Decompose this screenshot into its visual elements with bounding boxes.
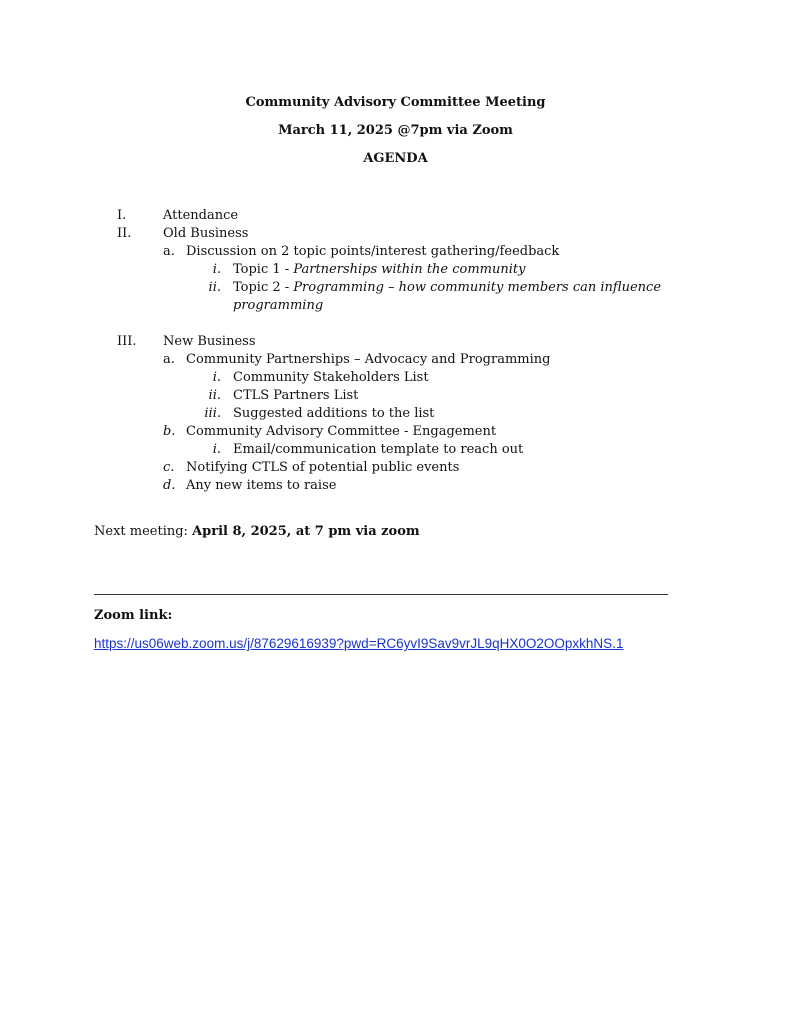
item-3a-iii-number: iii. bbox=[204, 406, 221, 421]
item-2a-letter: a. bbox=[163, 244, 175, 259]
item-3d-letter: d. bbox=[163, 478, 176, 493]
meeting-title: Community Advisory Committee Meeting bbox=[245, 95, 546, 110]
item-2a-ii-number: ii. bbox=[208, 280, 221, 295]
item-3-number: III. bbox=[117, 334, 137, 349]
zoom-link-url[interactable]: https://us06web.zoom.us/j/87629616939?pwd=RC6yvI9Sav9vrJL9qHX0O2OOpxkhNS bbox=[94, 636, 613, 651]
item-3d-label: Any new items to raise bbox=[186, 478, 337, 493]
item-2a-i-number: i. bbox=[212, 262, 221, 277]
zoom-link-suffix: .1 bbox=[612, 636, 624, 651]
meeting-date: March 11, 2025 @7pm via Zoom bbox=[278, 123, 513, 138]
item-3a-ii-number: ii. bbox=[208, 388, 221, 403]
item-2a-i-text: Topic 1 - Partnerships within the community bbox=[233, 262, 526, 277]
item-2-number: II. bbox=[117, 226, 132, 241]
item-2a-ii-text-continued: programming bbox=[233, 298, 324, 313]
next-meeting-label: Next meeting: bbox=[94, 524, 193, 539]
item-3-label: New Business bbox=[163, 334, 256, 349]
zoom-link-label: Zoom link: bbox=[94, 608, 173, 623]
agenda-heading: AGENDA bbox=[363, 151, 428, 166]
item-3b-label: Community Advisory Committee - Engagement bbox=[186, 424, 497, 439]
item-2-label: Old Business bbox=[163, 226, 249, 241]
item-3c-label: Notifying CTLS of potential public events bbox=[186, 460, 460, 475]
item-3a-i-number: i. bbox=[212, 370, 221, 385]
item-3a-iii-text: Suggested additions to the list bbox=[233, 406, 435, 421]
item-2a-ii-text: Topic 2 - Programming – how community members can influence bbox=[233, 280, 662, 295]
horizontal-divider bbox=[94, 594, 668, 595]
item-3b-i-number: i. bbox=[212, 442, 221, 457]
item-1-number: I. bbox=[117, 208, 127, 223]
item-2a-label: Discussion on 2 topic points/interest gathering/feedback bbox=[186, 244, 560, 259]
zoom-link[interactable] bbox=[94, 636, 623, 651]
item-3c-letter: c. bbox=[163, 460, 175, 475]
item-3a-label: Community Partnerships – Advocacy and Programming bbox=[186, 352, 551, 367]
item-3a-ii-text: CTLS Partners List bbox=[233, 388, 359, 403]
item-3a-i-text: Community Stakeholders List bbox=[233, 370, 429, 385]
next-meeting bbox=[94, 523, 420, 541]
item-1-label: Attendance bbox=[163, 208, 239, 223]
item-3a-letter: a. bbox=[163, 352, 175, 367]
item-3b-i-text: Email/communication template to reach out bbox=[233, 442, 524, 457]
item-3b-letter: b. bbox=[163, 424, 176, 439]
next-meeting-value: April 8, 2025, at 7 pm via zoom bbox=[192, 524, 420, 539]
